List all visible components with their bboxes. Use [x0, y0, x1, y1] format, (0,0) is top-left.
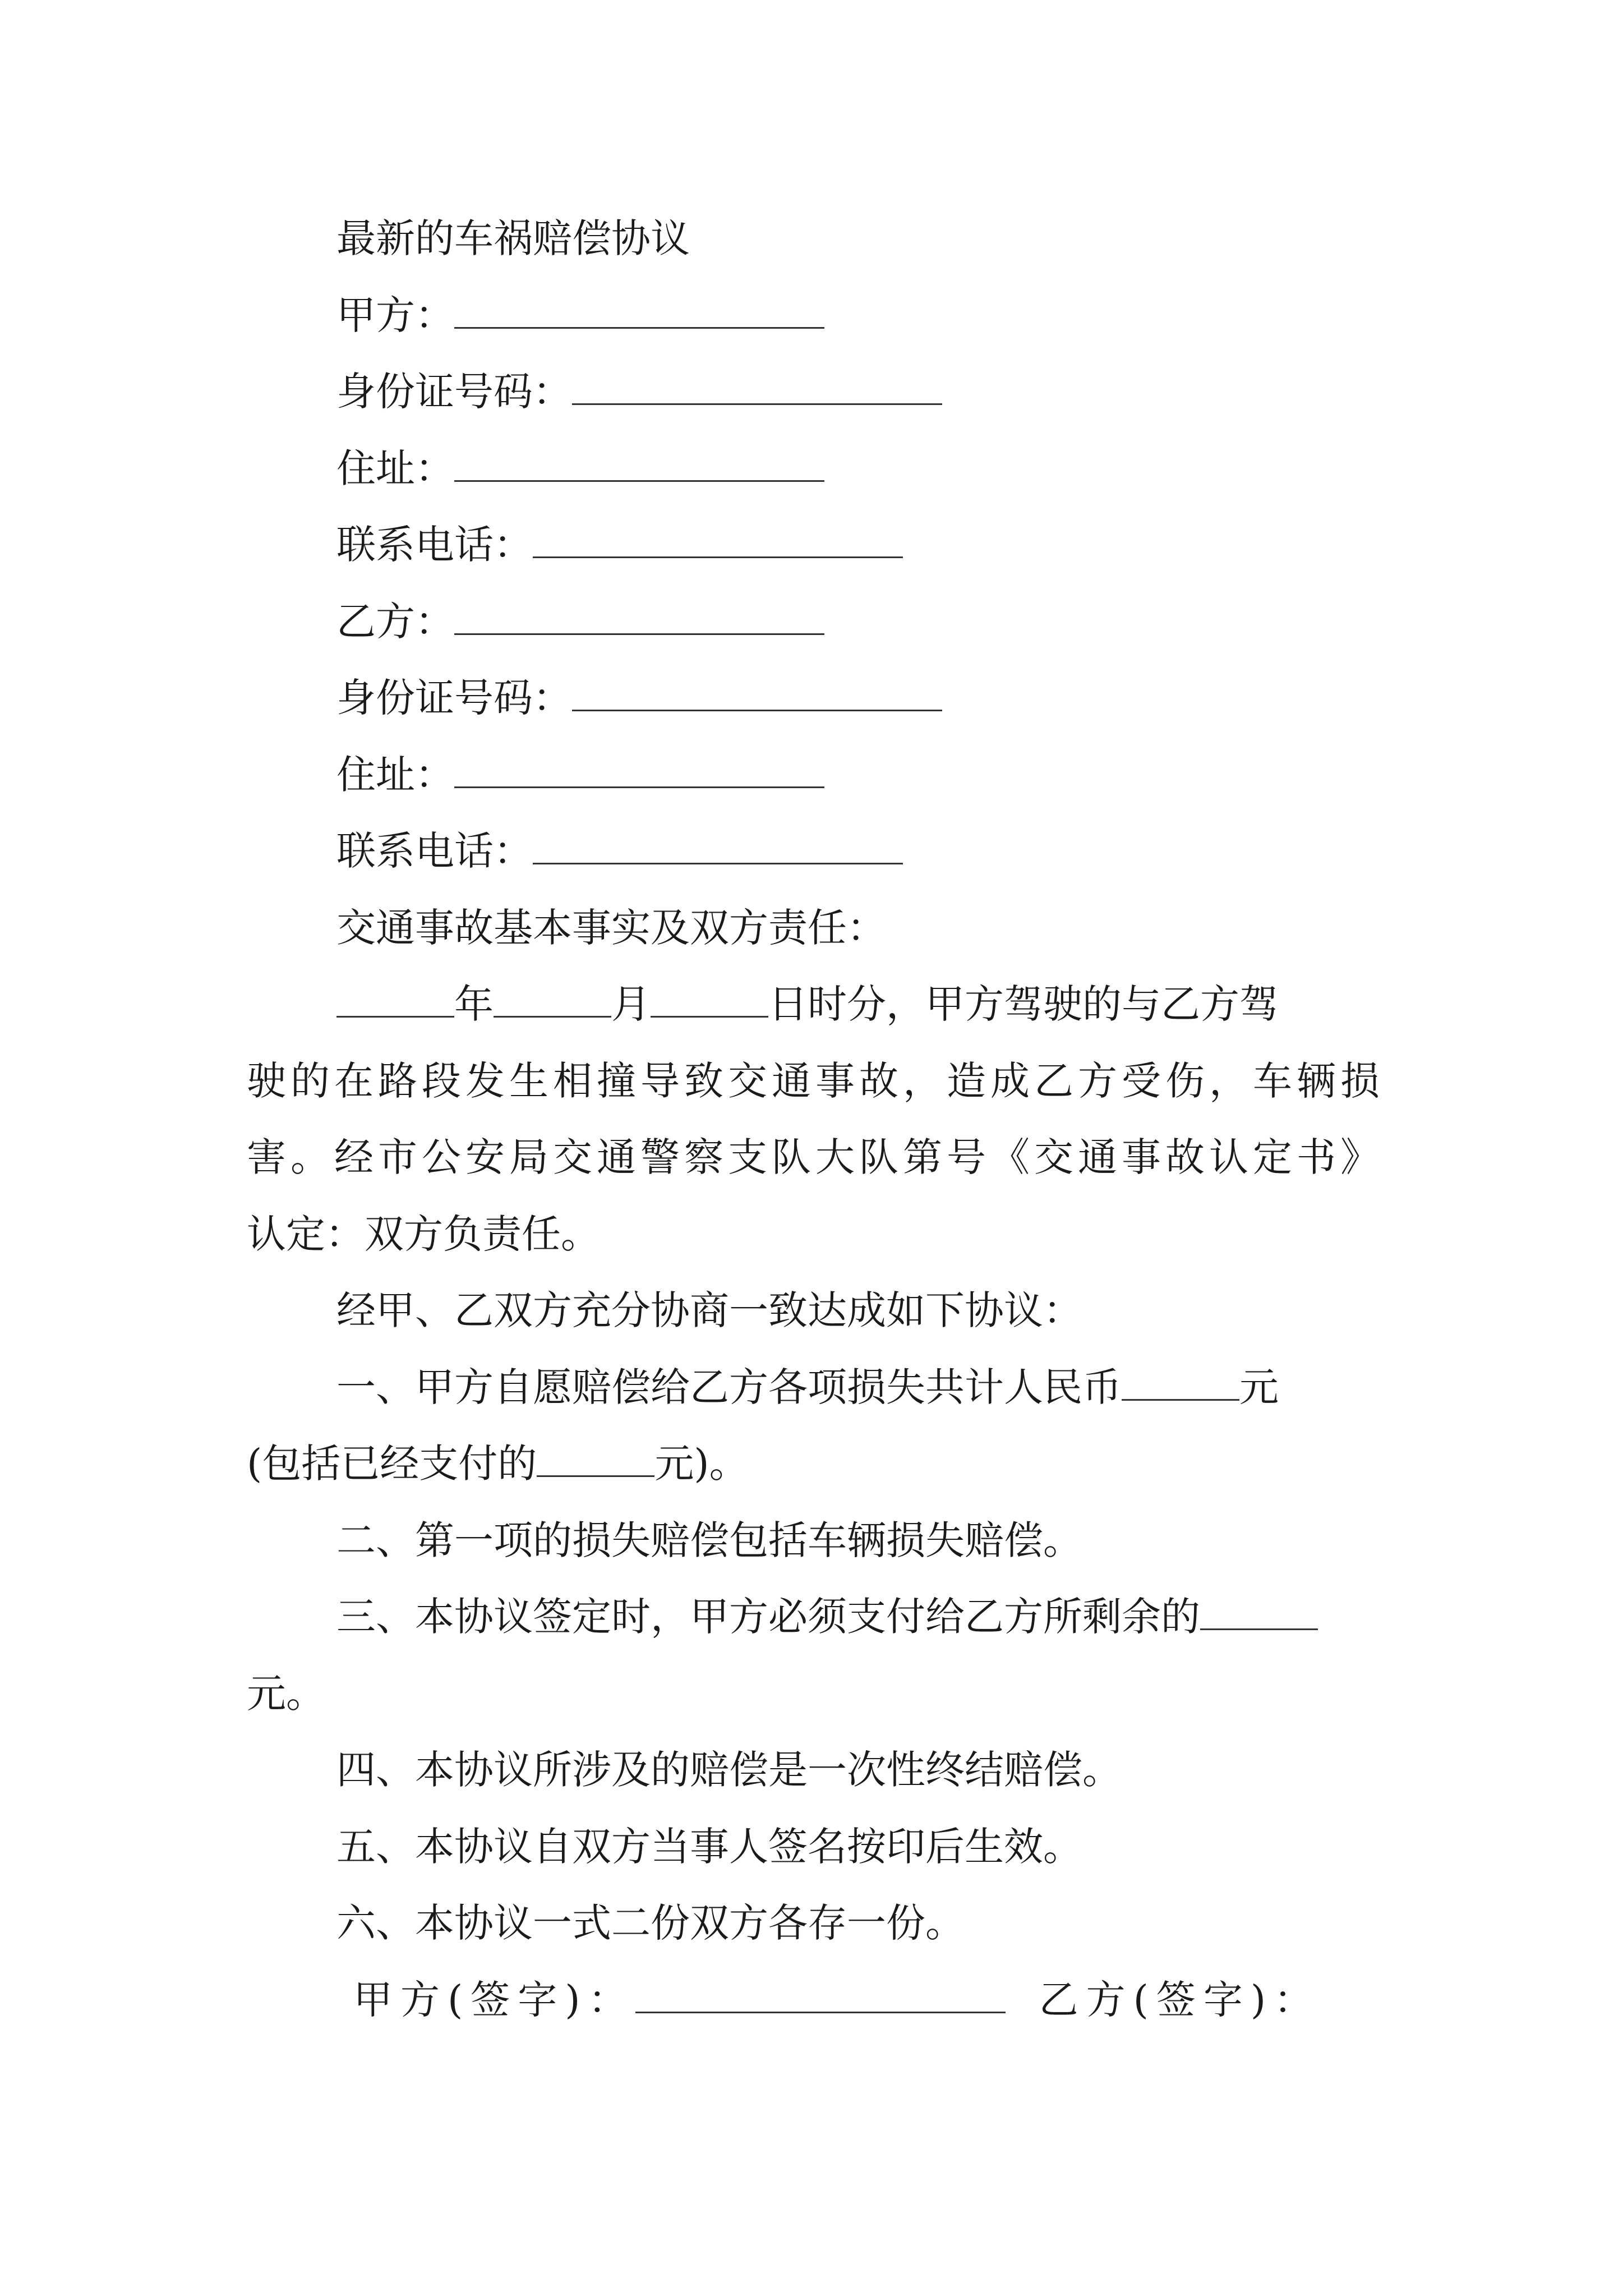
party-a-id-blank[interactable] — [572, 369, 942, 405]
party-b-id-line — [336, 670, 942, 726]
facts-line-3: 害。经市公安局交通警察支队大队第号《交通事故认定书》 — [247, 1134, 1380, 1180]
agreement-item-2: 二、第一项的损失赔偿包括车辆损失赔偿。 — [336, 1517, 1082, 1563]
agreement-item-1: 一、甲方自愿赔偿给乙方各项损失共计人民币 元 — [336, 1364, 1279, 1410]
document-title: 最新的车祸赔偿协议 — [336, 215, 690, 261]
party-b-phone-line — [336, 823, 903, 879]
remaining-amount-blank[interactable] — [1200, 1594, 1318, 1630]
party-a-phone-label: 联系电话： — [336, 522, 533, 568]
signature-line — [353, 1972, 1321, 2028]
party-b-label: 乙方： — [336, 599, 454, 645]
day-blank[interactable] — [651, 981, 768, 1018]
party-b-line — [336, 593, 824, 650]
facts-line-4: 认定：双方负责任。 — [247, 1211, 600, 1257]
day-rest-text: 日时分，甲方驾驶的与乙方驾 — [768, 981, 1279, 1027]
month-label: 月 — [611, 981, 651, 1027]
party-a-address-label: 住址： — [336, 445, 454, 491]
party-b-address-label: 住址： — [336, 752, 454, 798]
party-a-phone-blank[interactable] — [533, 522, 903, 558]
agreement-item-1-cont: (包括已经支付的 元)。 — [247, 1441, 749, 1487]
party-a-address-line — [336, 440, 824, 496]
party-a-address-blank[interactable] — [454, 445, 824, 482]
party-b-address-line — [336, 747, 824, 803]
total-amount-blank[interactable] — [1122, 1364, 1239, 1401]
party-a-signature-blank[interactable] — [635, 1977, 1006, 2013]
agreement-item-4: 四、本协议所涉及的赔偿是一次性终结赔偿。 — [336, 1747, 1122, 1793]
agreement-item-6: 六、本协议一式二份双方各存一份。 — [336, 1900, 965, 1946]
party-a-phone-line — [336, 517, 903, 573]
paid-amount-blank[interactable] — [537, 1441, 654, 1477]
party-b-phone-blank[interactable] — [533, 828, 903, 864]
party-a-line — [336, 287, 824, 343]
month-blank[interactable] — [494, 981, 611, 1018]
year-label: 年 — [454, 981, 494, 1027]
party-b-phone-label: 联系电话： — [336, 828, 533, 874]
party-b-id-label: 身份证号码： — [336, 675, 572, 721]
agreement-item-5: 五、本协议自双方当事人签名按印后生效。 — [336, 1824, 1082, 1870]
facts-line-2: 驶的在路段发生相撞导致交通事故，造成乙方受伤，车辆损 — [247, 1058, 1380, 1104]
party-a-blank[interactable] — [454, 292, 824, 329]
year-blank[interactable] — [336, 981, 454, 1018]
facts-date-line — [336, 976, 1279, 1032]
facts-heading: 交通事故基本事实及双方责任： — [336, 905, 886, 951]
party-a-label: 甲方： — [336, 292, 454, 338]
agreement-item-3: 三、本协议签定时，甲方必须支付给乙方所剩余的 — [336, 1589, 1318, 1645]
agreement-item-3-cont: 元。 — [247, 1671, 325, 1717]
party-b-address-blank[interactable] — [454, 752, 824, 788]
party-a-id-line — [336, 364, 942, 420]
agreement-intro: 经甲、乙双方充分协商一致达成如下协议： — [336, 1287, 1082, 1333]
party-b-id-blank[interactable] — [572, 675, 942, 711]
party-b-signature-label: 乙方(签字)： — [1039, 1977, 1321, 2023]
party-a-id-label: 身份证号码： — [336, 369, 572, 415]
party-b-blank[interactable] — [454, 599, 824, 635]
party-a-signature-label: 甲方(签字)： — [353, 1977, 635, 2023]
